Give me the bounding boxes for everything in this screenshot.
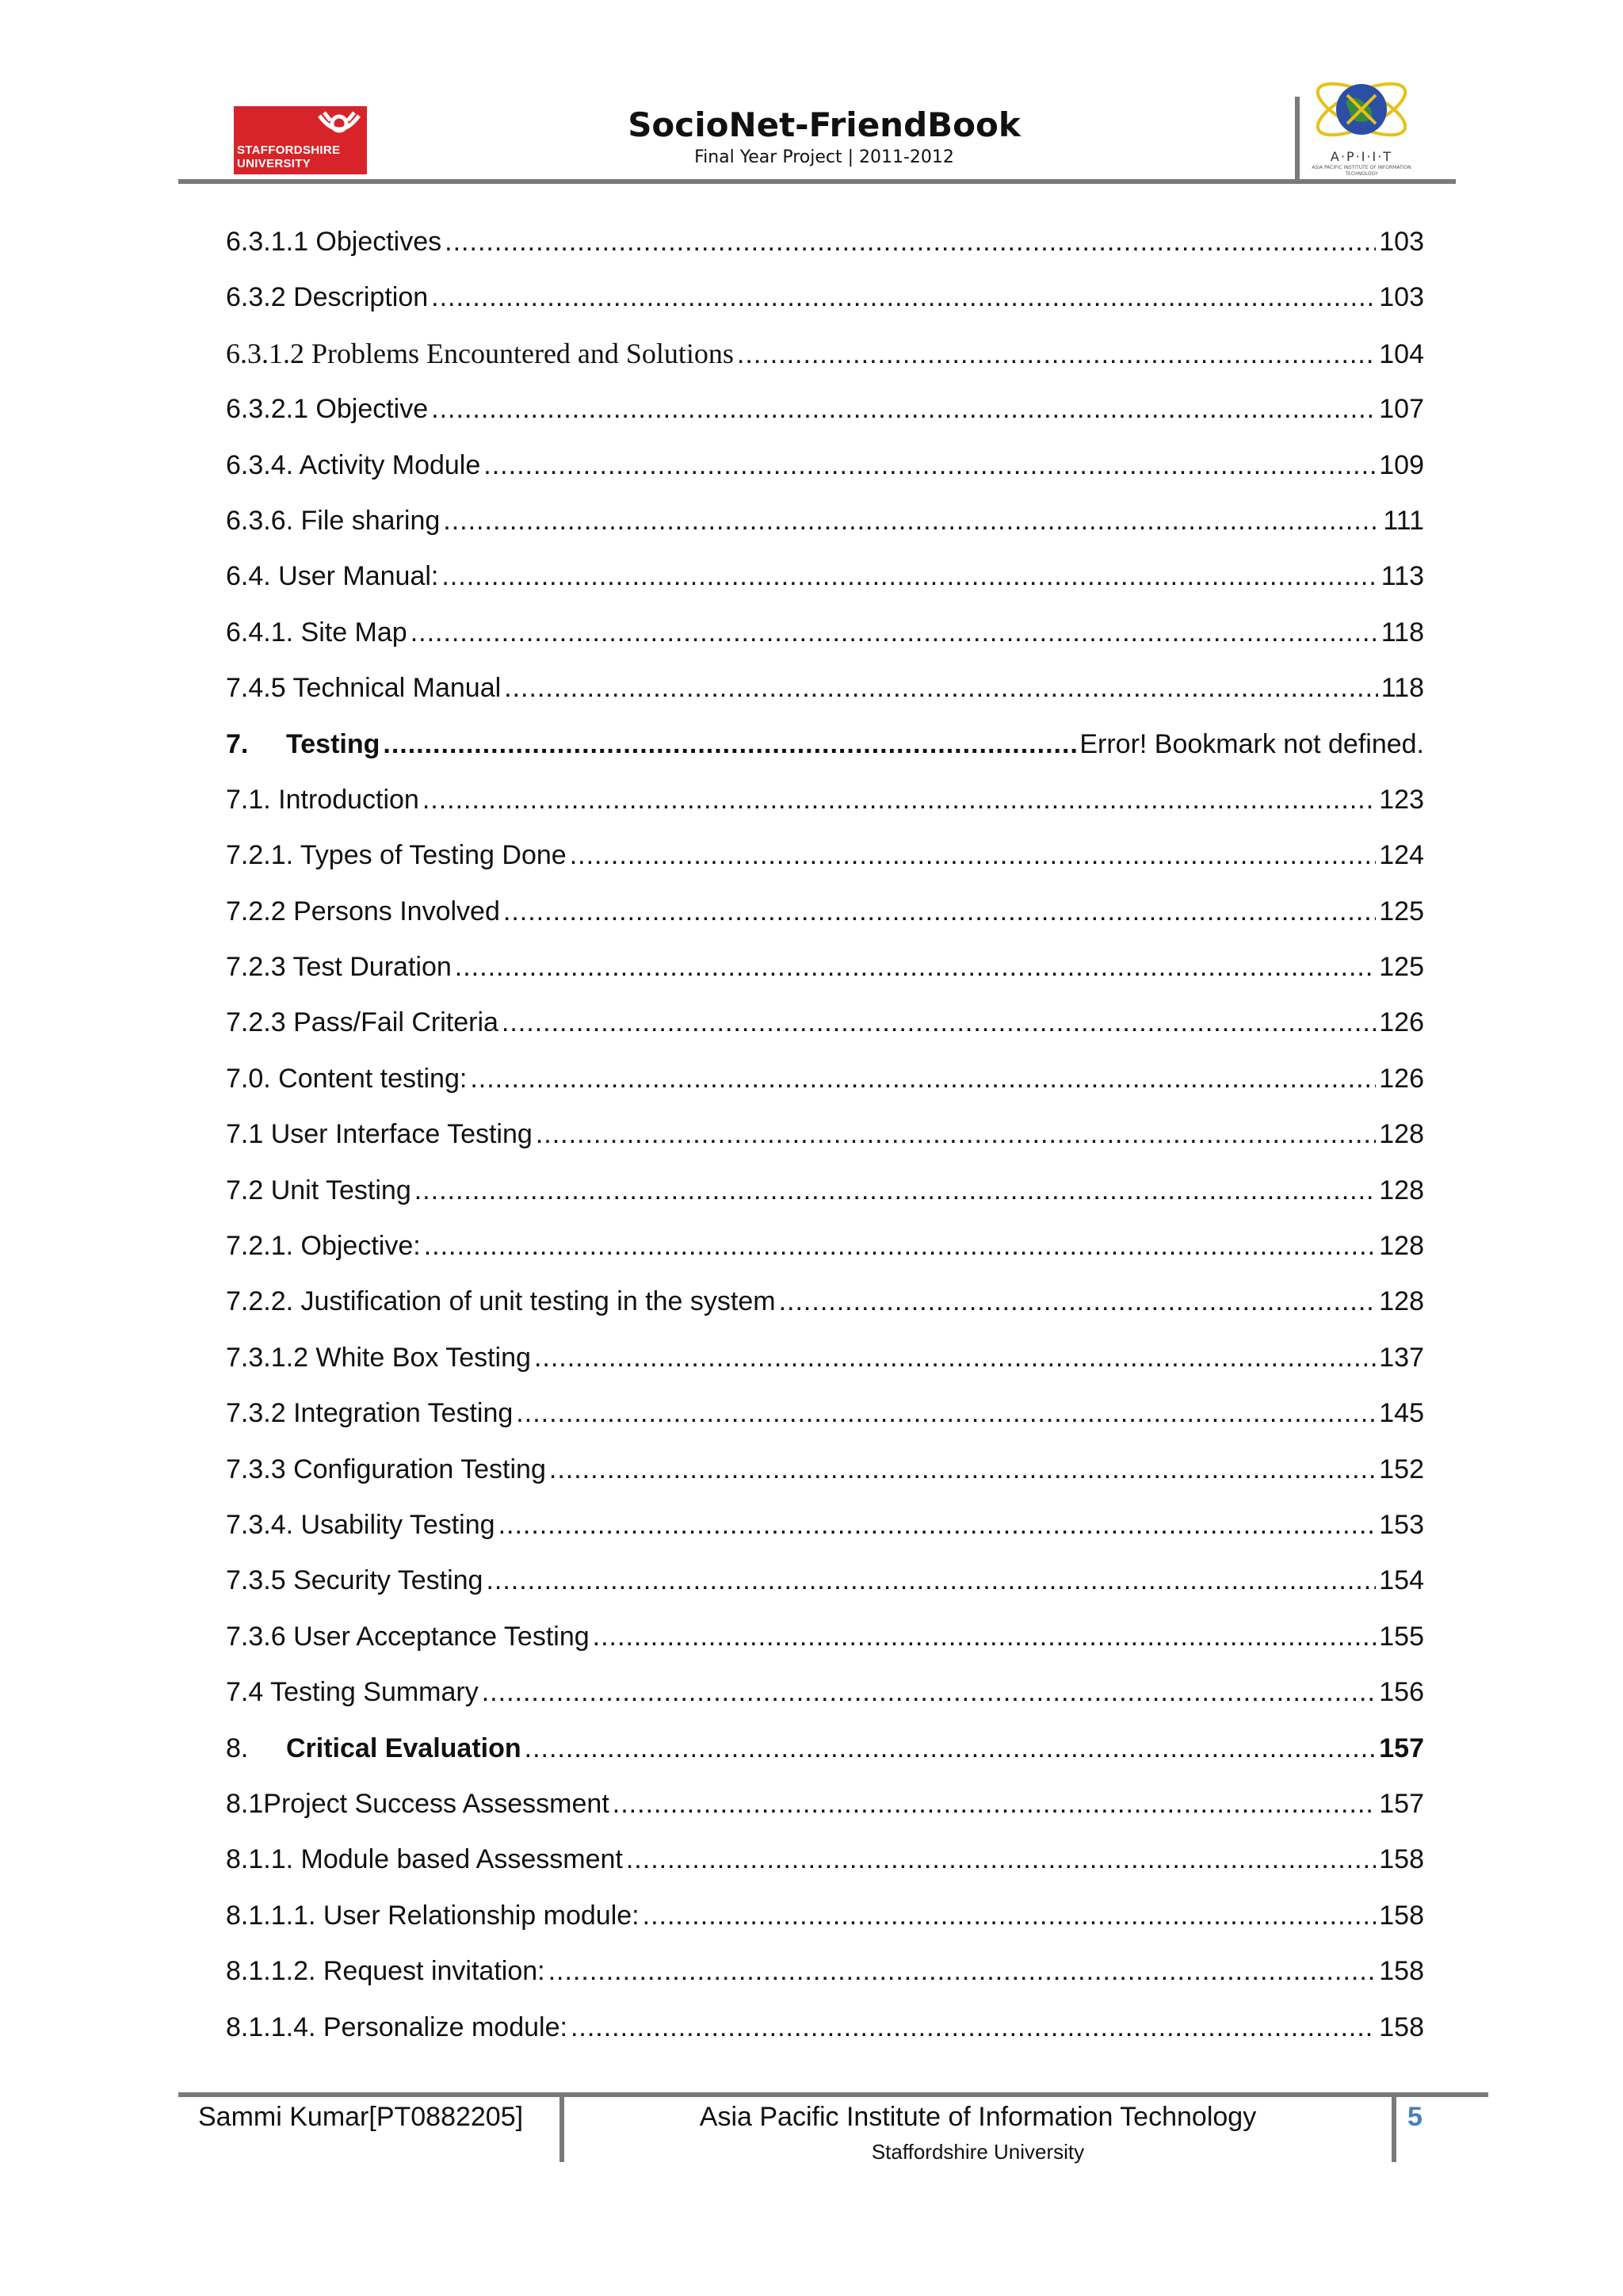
toc-leader (498, 1497, 1377, 1553)
toc-page: 109 (1379, 449, 1424, 480)
toc-entry[interactable] (226, 493, 1424, 548)
toc-leader (593, 1609, 1377, 1664)
toc-page: 158 (1379, 2011, 1424, 2042)
footer-author: Sammi Kumar[PT0882205] (198, 2102, 524, 2132)
toc-entry[interactable] (226, 2000, 1424, 2055)
toc-page: 103 (1379, 282, 1424, 313)
toc-label: 7.3.5 Security Testing (226, 1565, 483, 1596)
toc-chapter-number: 7. (226, 728, 249, 759)
logo-line-2: UNIVERSITY (237, 157, 311, 170)
toc-label: 6.4.1. Site Map (226, 617, 407, 648)
toc-page: 126 (1379, 1007, 1424, 1038)
logo-line-1: STAFFORDSHIRE (237, 143, 341, 157)
toc-leader (549, 1442, 1376, 1497)
toc-page: 128 (1379, 1286, 1424, 1317)
toc-leader (445, 214, 1376, 269)
toc-label: 7.2.1. Objective: (226, 1231, 421, 1262)
toc-label: 7.3.4. Usability Testing (226, 1509, 495, 1540)
toc-page: 113 (1381, 561, 1424, 592)
toc-entry[interactable] (226, 381, 1424, 437)
toc-leader (455, 939, 1376, 995)
toc-leader (534, 1330, 1376, 1385)
toc-entry[interactable] (226, 1051, 1424, 1106)
toc-label: Testing (286, 728, 380, 759)
apiit-logo-text: A·P·I·I·T (1330, 149, 1393, 164)
toc-page: 104 (1379, 338, 1424, 369)
toc-entry[interactable] (226, 939, 1424, 995)
toc-entry[interactable] (226, 1442, 1424, 1497)
toc-leader (441, 548, 1377, 604)
toc-leader (737, 327, 1376, 382)
toc-entry[interactable] (226, 214, 1424, 269)
toc-leader (443, 493, 1380, 548)
toc-leader (536, 1106, 1376, 1162)
toc-page: 157 (1379, 1788, 1424, 1819)
toc-label: 8.1.1. Module based Assessment (226, 1844, 623, 1875)
toc-page: 125 (1379, 952, 1424, 983)
toc-leader (503, 884, 1376, 939)
toc-entry[interactable] (226, 548, 1424, 604)
toc-page: 156 (1379, 1677, 1424, 1708)
toc-label: 6.3.1.2 Problems Encountered and Solutions (226, 337, 734, 369)
toc-label: 7.4.5 Technical Manual (226, 673, 502, 704)
toc-label: 7.0. Content testing: (226, 1063, 468, 1094)
toc-leader (570, 827, 1377, 883)
toc-page: 124 (1379, 840, 1424, 871)
toc-label: 6.3.2 Description (226, 282, 429, 313)
staffordshire-logo (234, 106, 367, 174)
toc-entry[interactable] (226, 1106, 1424, 1162)
toc-page: 155 (1379, 1621, 1424, 1652)
toc-entry[interactable] (226, 772, 1424, 827)
toc-entry[interactable] (226, 995, 1424, 1050)
toc-entry[interactable] (226, 269, 1424, 325)
toc-page: 153 (1379, 1509, 1424, 1540)
toc-label: 7.1. Introduction (226, 784, 419, 815)
toc-leader (482, 1664, 1377, 1720)
toc-page: 137 (1379, 1342, 1424, 1373)
toc-leader (571, 2000, 1376, 2055)
toc-leader (504, 660, 1378, 716)
toc-leader (414, 1163, 1377, 1218)
toc-leader (516, 1385, 1376, 1441)
table-of-contents (226, 214, 1424, 2055)
toc-chapter-number: 8. (226, 1733, 249, 1763)
document-subtitle: Final Year Project | 2011-2012 (694, 147, 954, 167)
toc-leader (383, 716, 1076, 772)
toc-label: 7.2 Unit Testing (226, 1175, 411, 1205)
toc-entry[interactable] (226, 605, 1424, 660)
toc-entry[interactable] (226, 827, 1424, 883)
toc-entry[interactable] (226, 1385, 1424, 1441)
toc-entry[interactable] (226, 1274, 1424, 1329)
toc-page: 152 (1379, 1454, 1424, 1484)
toc-page: 123 (1379, 784, 1424, 815)
toc-leader (431, 381, 1376, 437)
toc-page: 128 (1379, 1175, 1424, 1205)
apiit-logo (1306, 73, 1417, 181)
toc-label: 7.3.2 Integration Testing (226, 1398, 514, 1429)
toc-entry-chapter[interactable] (226, 716, 1424, 772)
toc-label: 7.2.2. Justification of unit testing in the system (226, 1286, 776, 1317)
toc-page: 107 (1379, 394, 1424, 425)
toc-label: 6.3.2.1 Objective (226, 394, 429, 425)
toc-page: 103 (1379, 227, 1424, 257)
toc-entry[interactable] (226, 1330, 1424, 1385)
toc-page: 111 (1383, 505, 1424, 536)
header-divider (1295, 97, 1300, 184)
toc-entry[interactable] (226, 1888, 1424, 1943)
toc-entry[interactable] (226, 326, 1424, 381)
toc-label: 7.2.2 Persons Involved (226, 896, 500, 926)
toc-label: 7.2.3 Pass/Fail Criteria (226, 1007, 498, 1038)
toc-entry[interactable] (226, 1664, 1424, 1720)
footer-university: Staffordshire University (871, 2140, 1085, 2164)
toc-entry[interactable] (226, 884, 1424, 939)
toc-leader (424, 1218, 1377, 1274)
toc-label: 8.1.1.4. Personalize module: (226, 2011, 567, 2042)
toc-label: 7.3.3 Configuration Testing (226, 1454, 546, 1484)
toc-leader (411, 605, 1378, 660)
globe-icon (1306, 73, 1417, 149)
toc-leader (643, 1888, 1377, 1943)
toc-page: 128 (1379, 1231, 1424, 1262)
toc-page: 158 (1379, 1900, 1424, 1931)
toc-leader (486, 1553, 1376, 1608)
footer-institute: Asia Pacific Institute of Information Technology (699, 2102, 1257, 2132)
toc-leader (779, 1274, 1377, 1329)
toc-label: 6.3.6. File sharing (226, 505, 441, 536)
toc-page: 118 (1381, 617, 1424, 648)
toc-page: 125 (1379, 896, 1424, 926)
toc-page: 126 (1379, 1063, 1424, 1094)
page-number: 5 (1407, 2102, 1423, 2132)
toc-label: 7.2.1. Types of Testing Done (226, 840, 567, 871)
apiit-logo-subtext: ASIA PACIFIC INSTITUTE OF INFORMATION TECHNOLOGY (1312, 165, 1411, 177)
toc-label: 6.3.1.1 Objectives (226, 227, 442, 257)
toc-entry[interactable] (226, 660, 1424, 716)
toc-leader (626, 1832, 1376, 1887)
toc-entry[interactable] (226, 1776, 1424, 1832)
toc-label: 7.3.6 User Acceptance Testing (226, 1621, 590, 1652)
toc-label: 6.4. User Manual: (226, 561, 439, 592)
toc-label: 7.2.3 Test Duration (226, 952, 452, 983)
toc-page: 157 (1379, 1733, 1424, 1763)
toc-label: 7.4 Testing Summary (226, 1677, 479, 1708)
toc-leader (613, 1776, 1376, 1832)
toc-entry[interactable] (226, 1163, 1424, 1218)
toc-entry[interactable] (226, 1832, 1424, 1887)
toc-entry[interactable] (226, 1609, 1424, 1664)
toc-leader (502, 995, 1376, 1050)
toc-page: 118 (1381, 673, 1424, 704)
toc-label: 8.1.1.2. Request invitation: (226, 1956, 545, 1987)
toc-entry[interactable] (226, 1218, 1424, 1274)
toc-label: 8.1Project Success Assessment (226, 1788, 609, 1819)
toc-page: 145 (1379, 1398, 1424, 1429)
toc-label: Critical Evaluation (286, 1733, 521, 1763)
toc-entry-chapter[interactable] (226, 1721, 1424, 1776)
footer-divider (1392, 2092, 1396, 2162)
toc-entry[interactable] (226, 1553, 1424, 1608)
toc-leader (422, 772, 1376, 827)
toc-page: 158 (1379, 1844, 1424, 1875)
header-rule (178, 179, 1456, 184)
toc-label: 6.3.4. Activity Module (226, 449, 481, 480)
toc-leader (470, 1051, 1376, 1106)
toc-page: 128 (1379, 1119, 1424, 1150)
toc-entry[interactable] (226, 1497, 1424, 1553)
toc-leader (431, 269, 1376, 325)
toc-label: 7.3.1.2 White Box Testing (226, 1342, 531, 1373)
toc-leader (525, 1721, 1377, 1776)
toc-leader (548, 1943, 1377, 1999)
toc-label: 7.1 User Interface Testing (226, 1119, 533, 1150)
toc-label: 8.1.1.1. User Relationship module: (226, 1900, 640, 1931)
document-title: SocioNet-FriendBook (628, 105, 1021, 144)
toc-page: Error! Bookmark not defined. (1079, 728, 1424, 759)
toc-page: 154 (1379, 1565, 1424, 1596)
knot-icon (313, 108, 365, 144)
toc-entry[interactable] (226, 1943, 1424, 1999)
footer-rule (178, 2092, 1488, 2097)
toc-entry[interactable] (226, 437, 1424, 493)
toc-page: 158 (1379, 1956, 1424, 1987)
toc-leader (483, 437, 1376, 493)
